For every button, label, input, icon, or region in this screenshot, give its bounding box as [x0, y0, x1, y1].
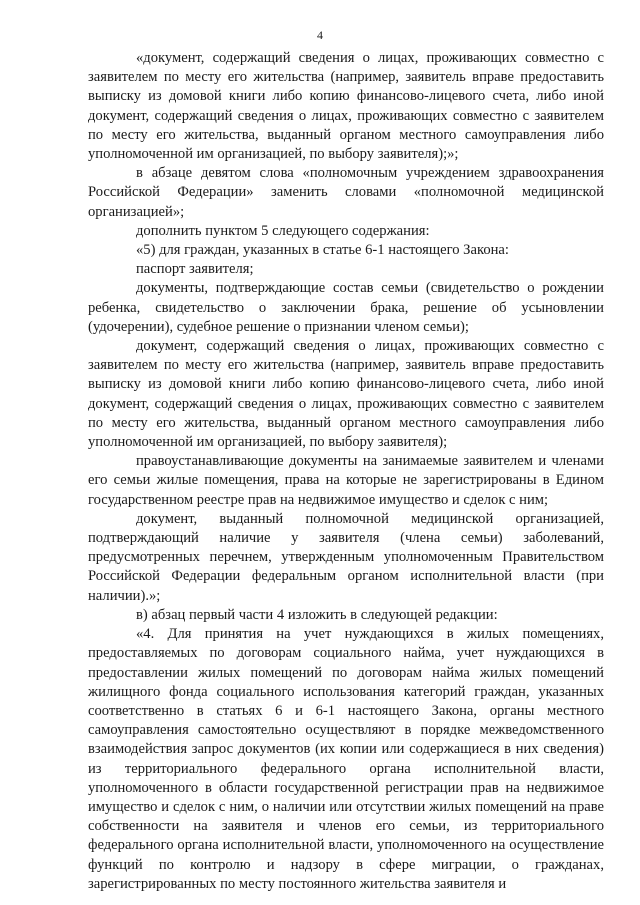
- paragraph-8: правоустанавливающие документы на занимаемые заявителем и членами его семьи жилые помещения, права на которые не зарегистрированы в Едином государственном реестре прав на недвижимое имущество и сделок с ним;: [88, 453, 604, 508]
- paragraph-7: документ, содержащий сведения о лицах, проживающих совместно с заявителем по месту его жительства (например, заявитель вправе предоставить выписку из домовой книги либо копию финансово-лицевого счета, либо иной документ, содержащий сведения о лицах, проживающих совместно с заявителем по месту его жительства, выданный органом местного самоуправления либо уполномоченной им организацией, по выбору заявителя);: [88, 338, 604, 451]
- document-body: [88, 49, 604, 894]
- paragraph-1: «документ, содержащий сведения о лицах, проживающих совместно с заявителем по месту его жительства (например, заявитель вправе предоставить выписку из домовой книги либо копию финансово-лицевого счета, либо иной документ, содержащий сведения о лицах, проживающих совместно с заявителем по месту его жительства, выданный органом местного самоуправления либо уполномоченной им организацией, по выбору заявителя);»;: [88, 50, 604, 163]
- page-number: 4: [317, 28, 323, 42]
- paragraph-6: документы, подтверждающие состав семьи (свидетельство о рождении ребенка, свидетельство о заключении брака, решение об усыновлении (удочерении), судебное решение о признании членом семьи);: [88, 280, 604, 335]
- paragraph-9: документ, выданный полномочной медицинской организацией, подтверждающий наличие у заявителя (члена семьи) заболеваний, предусмотренных перечнем, утвержденным уполномоченным Правительством Российской Федерации федеральным органом исполнительной власти (при наличии).»;: [88, 510, 604, 604]
- paragraph-5: паспорт заявителя;: [136, 261, 254, 278]
- paragraph-11: «4. Для принятия на учет нуждающихся в жилых помещениях, предоставляемых по договорам социального найма, учет нуждающихся в предоставлении жилых помещений по договорам найма жилых помещений жилищного фонда социального использования категорий граждан, указанных соответственно в статьях 6 и 6-1 настоящего Закона, органы местного самоуправления самостоятельно осуществляют в порядке межведомственного взаимодействия запрос документов (их копии или содержащиеся в них сведения) из территориального федерального органа исполнительной власти, уполномоченного в области государственной регистрации прав на недвижимое имущество и сделок с ним, о наличии или отсутствии жилых помещений на праве собственности на заявителя и членов его семьи, из территориального федерального органа исполнительной власти, уполномоченного на осуществление функций по контролю и надзору в сфере миграции, о гражданах, зарегистрированных по месту постоянного жительства заявителя и: [88, 626, 604, 892]
- paragraph-2: в абзаце девятом слова «полномочным учреждением здравоохранения Российской Федерации» заменить словами «полномочной медицинской организацией»;: [88, 165, 604, 220]
- paragraph-4: «5) для граждан, указанных в статье 6-1 настоящего Закона:: [136, 242, 509, 259]
- paragraph-10: в) абзац первый части 4 изложить в следующей редакции:: [136, 606, 498, 623]
- paragraph-3: дополнить пунктом 5 следующего содержания:: [136, 222, 430, 239]
